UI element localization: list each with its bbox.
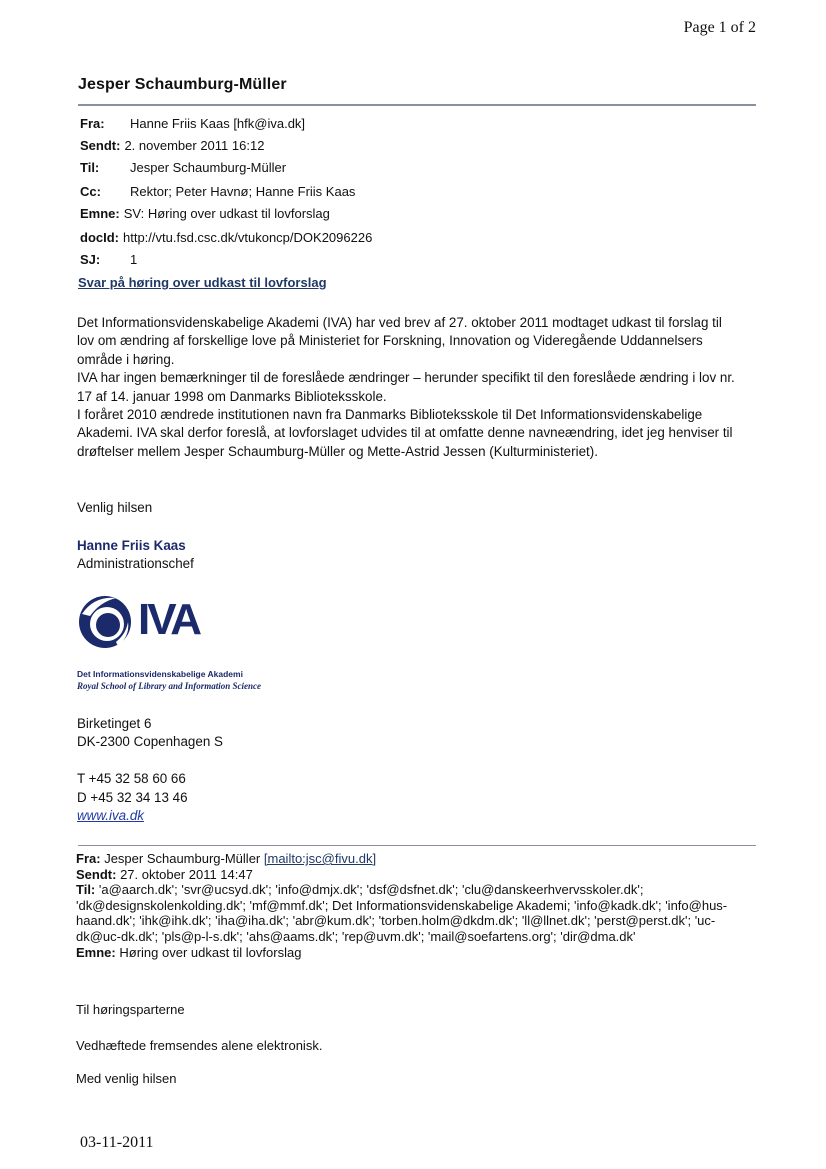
fwd-body-line-3: Med venlig hilsen: [76, 1071, 177, 1086]
docid-label: docId:: [80, 230, 119, 245]
fwd-from-value: Jesper Schaumburg-Müller: [104, 851, 261, 866]
docid-value: http://vtu.fsd.csc.dk/vtukoncp/DOK2096226: [123, 230, 373, 245]
address-line-1: Birketinget 6: [77, 716, 152, 731]
body-paragraph-1: Det Informationsvidenskabelige Akademi (IVA) har ved brev af 27. oktober 2011 modtaget udkast til forslag til lov om ændring af forskellige love på Ministeriet for Forskning, Innovation og Videregående Uddannelsers område i høring.: [77, 315, 722, 367]
signature-name: Hanne Friis Kaas: [77, 538, 186, 553]
from-row: [80, 115, 305, 133]
sent-label: Sendt:: [80, 138, 121, 153]
from-label: Fra:: [80, 116, 105, 131]
footer-date: 03-11-2011: [80, 1134, 154, 1151]
fwd-subject-row: [76, 945, 756, 961]
website-wrapper: [77, 807, 144, 825]
cc-row: [80, 183, 355, 201]
sender-name: Jesper Schaumburg-Müller: [78, 76, 287, 93]
address-line-2: DK-2300 Copenhagen S: [77, 734, 223, 749]
fwd-from-label: Fra:: [76, 851, 101, 866]
fwd-subject-value: Høring over udkast til lovforslag: [119, 944, 302, 960]
to-value: Jesper Schaumburg-Müller: [130, 160, 287, 175]
header-divider: [78, 104, 756, 106]
cc-label: Cc:: [80, 184, 101, 199]
sj-row: [80, 251, 137, 269]
iva-logo-subtitle-en: Royal School of Library and Information Science: [77, 681, 262, 691]
subject-value: SV: Høring over udkast til lovforslag: [123, 206, 330, 221]
page-number: Page 1 of 2: [683, 19, 756, 36]
fwd-to-label: Til:: [76, 882, 96, 898]
phone-number: T +45 32 58 60 66: [77, 771, 186, 786]
sj-label: SJ:: [80, 252, 101, 267]
to-row: [80, 159, 286, 177]
fwd-body-line-2: Vedhæftede fremsendes alene elektronisk.: [76, 1038, 323, 1053]
direct-phone: D +45 32 34 13 46: [77, 790, 188, 805]
iva-logo-subtitle: Det Informationsvidenskabelige Akademi: [77, 669, 243, 679]
greeting: Venlig hilsen: [77, 500, 153, 515]
fwd-mailto-link[interactable]: [mailto:jsc@fivu.dk]: [263, 851, 377, 866]
forwarded-header: [76, 851, 756, 960]
fwd-subject-label: Emne:: [76, 944, 116, 960]
reply-subject-heading: Svar på høring over udkast til lovforslag: [78, 275, 327, 290]
sent-row: [80, 137, 264, 155]
iva-logo: [76, 592, 226, 648]
signature-title: Administrationschef: [77, 556, 194, 571]
fwd-sent-value: 27. oktober 2011 14:47: [120, 866, 253, 882]
body-paragraph-3: I foråret 2010 ændrede institutionen navn fra Danmarks Biblioteksskole til Det Informationsvidenskabelige Akademi. IVA skal derfor foreslå, at lovforslaget udvides til at omfatte denne navneændring, idet jeg henviser til drøftelser mellem Jesper Schaumburg-Müller og Mette-Astrid Jessen (Kulturministeriet).: [77, 407, 733, 459]
website-link[interactable]: www.iva.dk: [77, 808, 144, 823]
sj-value: 1: [130, 252, 138, 267]
fwd-sent-row: [76, 867, 756, 883]
cc-value: Rektor; Peter Havnø; Hanne Friis Kaas: [130, 184, 356, 199]
iva-logo-text: IVA: [138, 595, 200, 644]
fwd-body-line-1: Til høringsparterne: [76, 1002, 185, 1017]
docid-row: [80, 229, 372, 247]
from-value: Hanne Friis Kaas [hfk@iva.dk]: [130, 116, 306, 131]
body-paragraph-2: IVA har ingen bemærkninger til de foreslåede ændringer – herunder specifikt til den foreslåede ændring i lov nr. 17 af 14. januar 1998 om Danmarks Biblioteksskole.: [77, 370, 735, 404]
to-label: Til:: [80, 160, 100, 175]
fwd-to-value: 'a@aarch.dk'; 'svr@ucsyd.dk'; 'info@dmjx.dk'; 'dsf@dsfnet.dk'; 'clu@danskeerhvervsskoler.dk'; 'dk@designskolenkolding.dk'; 'mf@mmf.dk'; Det Informationsvidenskabelige Akademi; 'info@kadk.dk'; 'info@hus-haand.dk'; 'ihk@ihk.dk'; 'iha@iha.dk'; 'abr@kum.dk'; 'torben.holm@dkdm.dk'; 'll@llnet.dk'; 'perst@perst.dk'; 'uc-dk@uc-dk.dk'; 'pls@p-l-s.dk'; 'ahs@aams.dk'; 'rep@uvm.dk'; 'mail@soefartens.org'; 'dir@dma.dk': [76, 882, 728, 944]
fwd-sent-label: Sendt:: [76, 866, 117, 882]
sent-value: 2. november 2011 16:12: [124, 138, 265, 153]
subject-row: [80, 205, 330, 223]
message-body: [77, 314, 737, 461]
fwd-from-row: [76, 851, 756, 867]
subject-label: Emne:: [80, 206, 120, 221]
fwd-to-row: [76, 882, 756, 944]
forward-divider: [78, 845, 756, 846]
